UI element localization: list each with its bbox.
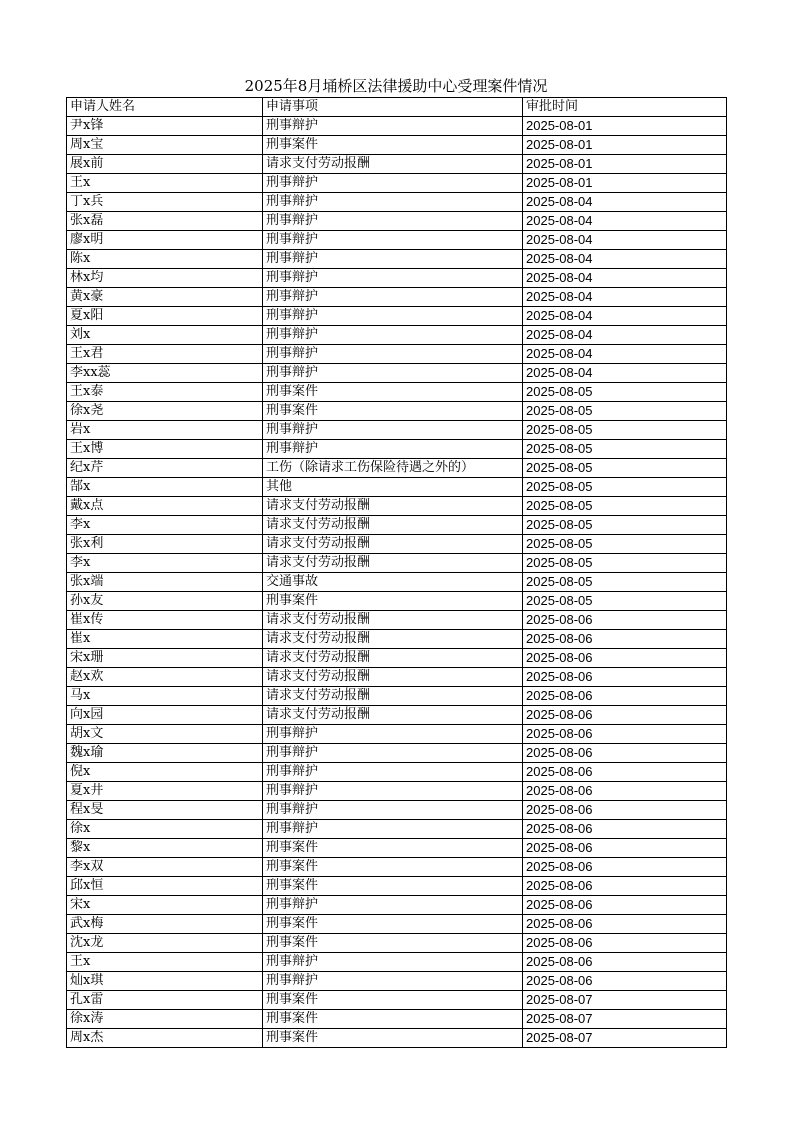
approval-date-cell: 2025-08-06	[523, 934, 727, 953]
table-row	[67, 801, 727, 820]
matter-cell: 其他	[263, 478, 523, 497]
table-row	[67, 1029, 727, 1048]
table-row	[67, 934, 727, 953]
table-row	[67, 440, 727, 459]
applicant-name-cell: 李x	[67, 516, 263, 535]
table-row	[67, 573, 727, 592]
table-row	[67, 231, 727, 250]
table-row	[67, 269, 727, 288]
approval-date-cell: 2025-08-01	[523, 117, 727, 136]
matter-cell: 刑事辩护	[263, 421, 523, 440]
matter-cell: 刑事案件	[263, 915, 523, 934]
matter-cell: 刑事辩护	[263, 174, 523, 193]
applicant-name-cell: 黄x豪	[67, 288, 263, 307]
approval-date-cell: 2025-08-04	[523, 193, 727, 212]
table-row	[67, 136, 727, 155]
applicant-name-cell: 戴x点	[67, 497, 263, 516]
table-row	[67, 820, 727, 839]
matter-cell: 刑事辩护	[263, 782, 523, 801]
table-row	[67, 592, 727, 611]
approval-date-cell: 2025-08-07	[523, 1010, 727, 1029]
matter-cell: 刑事辩护	[263, 801, 523, 820]
matter-cell: 刑事辩护	[263, 953, 523, 972]
approval-date-cell: 2025-08-06	[523, 820, 727, 839]
table-row	[67, 288, 727, 307]
approval-date-cell: 2025-08-07	[523, 1029, 727, 1048]
approval-date-cell: 2025-08-04	[523, 345, 727, 364]
approval-date-cell: 2025-08-04	[523, 288, 727, 307]
approval-date-cell: 2025-08-06	[523, 744, 727, 763]
applicant-name-cell: 纪x芹	[67, 459, 263, 478]
matter-cell: 刑事辩护	[263, 820, 523, 839]
table-row	[67, 212, 727, 231]
matter-cell: 刑事辩护	[263, 345, 523, 364]
approval-date-cell: 2025-08-05	[523, 516, 727, 535]
approval-date-cell: 2025-08-07	[523, 991, 727, 1010]
approval-date-cell: 2025-08-06	[523, 877, 727, 896]
matter-cell: 刑事案件	[263, 839, 523, 858]
matter-cell: 刑事辩护	[263, 269, 523, 288]
table-row	[67, 782, 727, 801]
table-row	[67, 459, 727, 478]
applicant-name-cell: 尹x锋	[67, 117, 263, 136]
matter-cell: 刑事辩护	[263, 725, 523, 744]
approval-date-cell: 2025-08-06	[523, 687, 727, 706]
applicant-name-cell: 刘x	[67, 326, 263, 345]
table-row	[67, 877, 727, 896]
approval-date-cell: 2025-08-04	[523, 250, 727, 269]
approval-date-cell: 2025-08-05	[523, 478, 727, 497]
matter-cell: 刑事辩护	[263, 193, 523, 212]
applicant-name-cell: 胡x文	[67, 725, 263, 744]
applicant-name-cell: 李xx蕊	[67, 364, 263, 383]
matter-cell: 请求支付劳动报酬	[263, 535, 523, 554]
applicant-name-cell: 陈x	[67, 250, 263, 269]
applicant-name-cell: 徐x涛	[67, 1010, 263, 1029]
approval-date-cell: 2025-08-01	[523, 155, 727, 174]
applicant-name-cell: 王x博	[67, 440, 263, 459]
matter-cell: 刑事辩护	[263, 744, 523, 763]
matter-cell: 刑事案件	[263, 402, 523, 421]
applicant-name-cell: 程x旻	[67, 801, 263, 820]
approval-date-cell: 2025-08-05	[523, 383, 727, 402]
matter-cell: 刑事案件	[263, 991, 523, 1010]
column-header-approval-date: 审批时间	[523, 98, 727, 117]
matter-cell: 请求支付劳动报酬	[263, 649, 523, 668]
approval-date-cell: 2025-08-05	[523, 421, 727, 440]
approval-date-cell: 2025-08-01	[523, 136, 727, 155]
approval-date-cell: 2025-08-05	[523, 554, 727, 573]
table-row	[67, 896, 727, 915]
table-row	[67, 668, 727, 687]
approval-date-cell: 2025-08-05	[523, 535, 727, 554]
matter-cell: 刑事辩护	[263, 288, 523, 307]
matter-cell: 刑事案件	[263, 136, 523, 155]
matter-cell: 刑事辩护	[263, 763, 523, 782]
table-row	[67, 497, 727, 516]
applicant-name-cell: 孔x雷	[67, 991, 263, 1010]
matter-cell: 刑事案件	[263, 858, 523, 877]
table-row	[67, 706, 727, 725]
applicant-name-cell: 倪x	[67, 763, 263, 782]
table-row	[67, 991, 727, 1010]
matter-cell: 请求支付劳动报酬	[263, 516, 523, 535]
matter-cell: 请求支付劳动报酬	[263, 706, 523, 725]
approval-date-cell: 2025-08-05	[523, 592, 727, 611]
approval-date-cell: 2025-08-04	[523, 364, 727, 383]
approval-date-cell: 2025-08-06	[523, 801, 727, 820]
matter-cell: 刑事辩护	[263, 896, 523, 915]
table-row	[67, 649, 727, 668]
approval-date-cell: 2025-08-04	[523, 212, 727, 231]
approval-date-cell: 2025-08-05	[523, 440, 727, 459]
applicant-name-cell: 王x	[67, 174, 263, 193]
approval-date-cell: 2025-08-06	[523, 858, 727, 877]
applicant-name-cell: 王x泰	[67, 383, 263, 402]
approval-date-cell: 2025-08-04	[523, 231, 727, 250]
applicant-name-cell: 张x利	[67, 535, 263, 554]
table-row	[67, 155, 727, 174]
applicant-name-cell: 孙x友	[67, 592, 263, 611]
applicant-name-cell: 黎x	[67, 839, 263, 858]
table-row	[67, 307, 727, 326]
table-row	[67, 478, 727, 497]
applicant-name-cell: 沈x龙	[67, 934, 263, 953]
page-title: 2025年8月埇桥区法律援助中心受理案件情况	[244, 77, 548, 95]
matter-cell: 刑事案件	[263, 877, 523, 896]
matter-cell: 刑事案件	[263, 934, 523, 953]
table-row	[67, 193, 727, 212]
approval-date-cell: 2025-08-06	[523, 953, 727, 972]
table-header-row	[67, 98, 727, 117]
applicant-name-cell: 宋x珊	[67, 649, 263, 668]
table-row	[67, 421, 727, 440]
matter-cell: 交通事故	[263, 573, 523, 592]
approval-date-cell: 2025-08-05	[523, 459, 727, 478]
approval-date-cell: 2025-08-05	[523, 573, 727, 592]
matter-cell: 刑事辩护	[263, 307, 523, 326]
table-row	[67, 516, 727, 535]
approval-date-cell: 2025-08-06	[523, 915, 727, 934]
approval-date-cell: 2025-08-06	[523, 611, 727, 630]
approval-date-cell: 2025-08-04	[523, 307, 727, 326]
matter-cell: 刑事案件	[263, 1010, 523, 1029]
applicant-name-cell: 岩x	[67, 421, 263, 440]
table-row	[67, 630, 727, 649]
table-row	[67, 763, 727, 782]
applicant-name-cell: 徐x尧	[67, 402, 263, 421]
matter-cell: 请求支付劳动报酬	[263, 611, 523, 630]
approval-date-cell: 2025-08-06	[523, 725, 727, 744]
applicant-name-cell: 丁x兵	[67, 193, 263, 212]
applicant-name-cell: 灿x琪	[67, 972, 263, 991]
table-row	[67, 326, 727, 345]
approval-date-cell: 2025-08-06	[523, 649, 727, 668]
table-row	[67, 402, 727, 421]
approval-date-cell: 2025-08-06	[523, 630, 727, 649]
matter-cell: 工伤（除请求工伤保险待遇之外的）	[263, 459, 523, 478]
applicant-name-cell: 赵x欢	[67, 668, 263, 687]
approval-date-cell: 2025-08-04	[523, 269, 727, 288]
applicant-name-cell: 邱x恒	[67, 877, 263, 896]
matter-cell: 刑事案件	[263, 1029, 523, 1048]
applicant-name-cell: 宋x	[67, 896, 263, 915]
applicant-name-cell: 廖x明	[67, 231, 263, 250]
matter-cell: 刑事辩护	[263, 231, 523, 250]
approval-date-cell: 2025-08-05	[523, 497, 727, 516]
applicant-name-cell: 武x梅	[67, 915, 263, 934]
matter-cell: 刑事辩护	[263, 326, 523, 345]
applicant-name-cell: 魏x瑜	[67, 744, 263, 763]
table-row	[67, 953, 727, 972]
table-row	[67, 687, 727, 706]
table-row	[67, 915, 727, 934]
applicant-name-cell: 崔x传	[67, 611, 263, 630]
matter-cell: 刑事辩护	[263, 250, 523, 269]
table-row	[67, 972, 727, 991]
approval-date-cell: 2025-08-06	[523, 763, 727, 782]
applicant-name-cell: 马x	[67, 687, 263, 706]
applicant-name-cell: 崔x	[67, 630, 263, 649]
matter-cell: 刑事辩护	[263, 440, 523, 459]
matter-cell: 请求支付劳动报酬	[263, 554, 523, 573]
table-row	[67, 839, 727, 858]
applicant-name-cell: 周x杰	[67, 1029, 263, 1048]
matter-cell: 请求支付劳动报酬	[263, 687, 523, 706]
approval-date-cell: 2025-08-06	[523, 839, 727, 858]
applicant-name-cell: 徐x	[67, 820, 263, 839]
matter-cell: 刑事辩护	[263, 117, 523, 136]
table-row	[67, 174, 727, 193]
applicant-name-cell: 王x	[67, 953, 263, 972]
table-row	[67, 535, 727, 554]
applicant-name-cell: 夏x井	[67, 782, 263, 801]
table-row	[67, 1010, 727, 1029]
approval-date-cell: 2025-08-06	[523, 972, 727, 991]
approval-date-cell: 2025-08-06	[523, 896, 727, 915]
applicant-name-cell: 夏x阳	[67, 307, 263, 326]
matter-cell: 请求支付劳动报酬	[263, 155, 523, 174]
table-row	[67, 250, 727, 269]
matter-cell: 刑事辩护	[263, 972, 523, 991]
column-header-applicant: 申请人姓名	[67, 98, 263, 117]
matter-cell: 请求支付劳动报酬	[263, 668, 523, 687]
table-row	[67, 611, 727, 630]
applicant-name-cell: 林x均	[67, 269, 263, 288]
approval-date-cell: 2025-08-06	[523, 668, 727, 687]
approval-date-cell: 2025-08-06	[523, 706, 727, 725]
applicant-name-cell: 张x磊	[67, 212, 263, 231]
matter-cell: 请求支付劳动报酬	[263, 497, 523, 516]
matter-cell: 刑事案件	[263, 592, 523, 611]
matter-cell: 请求支付劳动报酬	[263, 630, 523, 649]
matter-cell: 刑事案件	[263, 383, 523, 402]
applicant-name-cell: 向x园	[67, 706, 263, 725]
applicant-name-cell: 张x端	[67, 573, 263, 592]
table-row	[67, 725, 727, 744]
table-row	[67, 364, 727, 383]
approval-date-cell: 2025-08-06	[523, 782, 727, 801]
applicant-name-cell: 李x双	[67, 858, 263, 877]
approval-date-cell: 2025-08-05	[523, 402, 727, 421]
table-row	[67, 345, 727, 364]
column-header-matter: 申请事项	[263, 98, 523, 117]
table-body	[67, 117, 727, 1048]
applicant-name-cell: 王x君	[67, 345, 263, 364]
applicant-name-cell: 周x宝	[67, 136, 263, 155]
cases-table	[66, 97, 727, 1048]
approval-date-cell: 2025-08-01	[523, 174, 727, 193]
matter-cell: 刑事辩护	[263, 364, 523, 383]
table-row	[67, 554, 727, 573]
table-row	[67, 744, 727, 763]
table-row	[67, 383, 727, 402]
applicant-name-cell: 李x	[67, 554, 263, 573]
approval-date-cell: 2025-08-04	[523, 326, 727, 345]
table-row	[67, 117, 727, 136]
matter-cell: 刑事辩护	[263, 212, 523, 231]
table-row	[67, 858, 727, 877]
applicant-name-cell: 郜x	[67, 478, 263, 497]
applicant-name-cell: 展x前	[67, 155, 263, 174]
